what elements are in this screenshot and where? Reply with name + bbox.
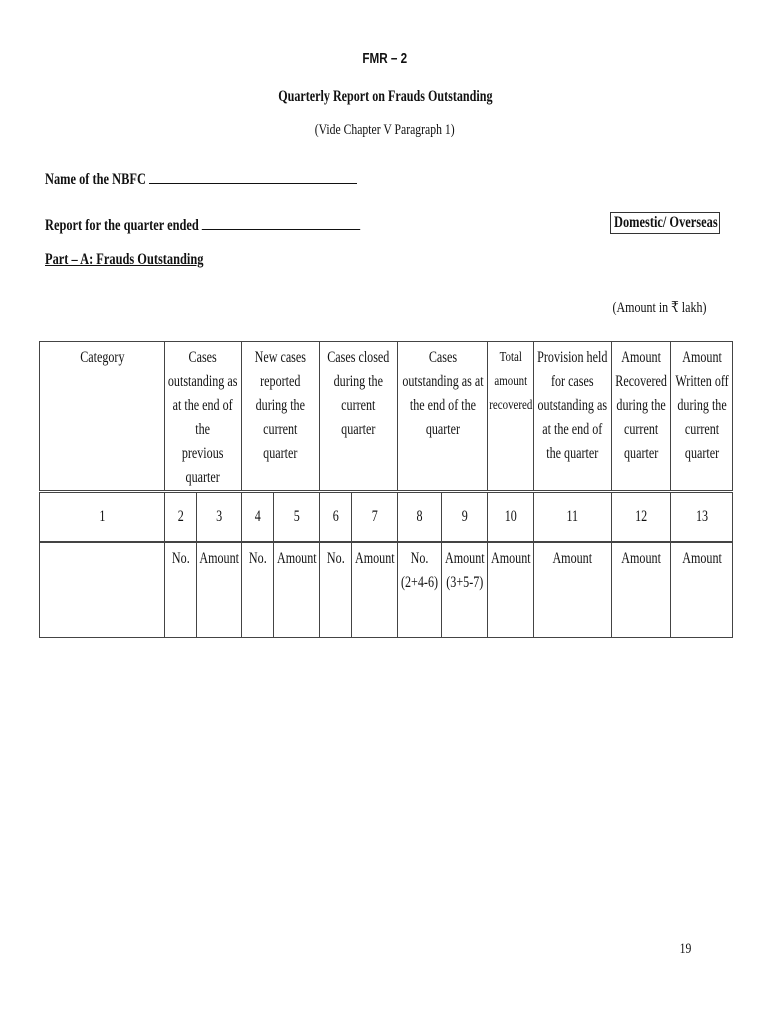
column-number: 13 (671, 492, 733, 543)
nbfc-name-blank[interactable] (149, 169, 357, 184)
column-number: 12 (612, 492, 671, 543)
unit-cell: Amount (352, 542, 398, 638)
unit-cell: Amount (274, 542, 320, 638)
column-number: 1 (40, 492, 165, 543)
part-a-heading: Part – A: Frauds Outstanding (45, 251, 204, 268)
column-number: 3 (197, 492, 242, 543)
report-subtitle: (Vide Chapter V Paragraph 1) (315, 122, 455, 138)
frauds-outstanding-table (39, 341, 733, 638)
unit-cell: Amount (612, 542, 671, 638)
column-number: 11 (534, 492, 612, 543)
column-number: 6 (320, 492, 352, 543)
header-amount-recovered: Amount Recovered during the current quarter (612, 342, 671, 492)
quarter-ended-field (45, 215, 360, 235)
header-amount-written-off: Amount Written off during the current quarter (671, 342, 733, 492)
nbfc-name-label: Name of the NBFC (45, 171, 146, 188)
column-number: 9 (442, 492, 488, 543)
column-number-row (40, 492, 733, 543)
header-cases-outstanding-end: Cases outstanding as at the end of the quarter (398, 342, 488, 492)
header-new-cases: New cases reported during the current quarter (242, 342, 320, 492)
unit-cell: No. (320, 542, 352, 638)
header-provision-held: Provision held for cases outstanding as at the end of the quarter (534, 342, 612, 492)
column-number: 5 (274, 492, 320, 543)
column-number: 7 (352, 492, 398, 543)
quarter-ended-label: Report for the quarter ended (45, 217, 199, 234)
header-cases-outstanding-prev: Cases outstanding as at the end of the previous quarter (165, 342, 242, 492)
domestic-overseas-box: Domestic/ Overseas (610, 212, 720, 234)
unit-cell: Amount (488, 542, 534, 638)
column-number: 10 (488, 492, 534, 543)
unit-cell: No. (242, 542, 274, 638)
unit-cell: No. (2+4-6) (398, 542, 442, 638)
header-category: Category (40, 342, 165, 492)
nbfc-name-field (45, 169, 357, 189)
unit-cell: Amount (534, 542, 612, 638)
header-cases-closed: Cases closed during the current quarter (320, 342, 398, 492)
amount-unit-note: (Amount in ₹ lakh) (612, 300, 706, 316)
column-number: 8 (398, 492, 442, 543)
page-number: 19 (679, 941, 692, 957)
report-title: Quarterly Report on Frauds Outstanding (277, 88, 493, 105)
unit-cell (40, 542, 165, 638)
quarter-ended-blank[interactable] (202, 215, 360, 230)
units-row (40, 542, 733, 638)
column-number: 2 (165, 492, 197, 543)
form-code: FMR – 2 (362, 50, 408, 67)
header-row (40, 342, 733, 492)
unit-cell: Amount (671, 542, 733, 638)
unit-cell: Amount (197, 542, 242, 638)
unit-cell: No. (165, 542, 197, 638)
header-total-recovered: Total amount recovered (488, 342, 534, 492)
column-number: 4 (242, 492, 274, 543)
unit-cell: Amount (3+5-7) (442, 542, 488, 638)
